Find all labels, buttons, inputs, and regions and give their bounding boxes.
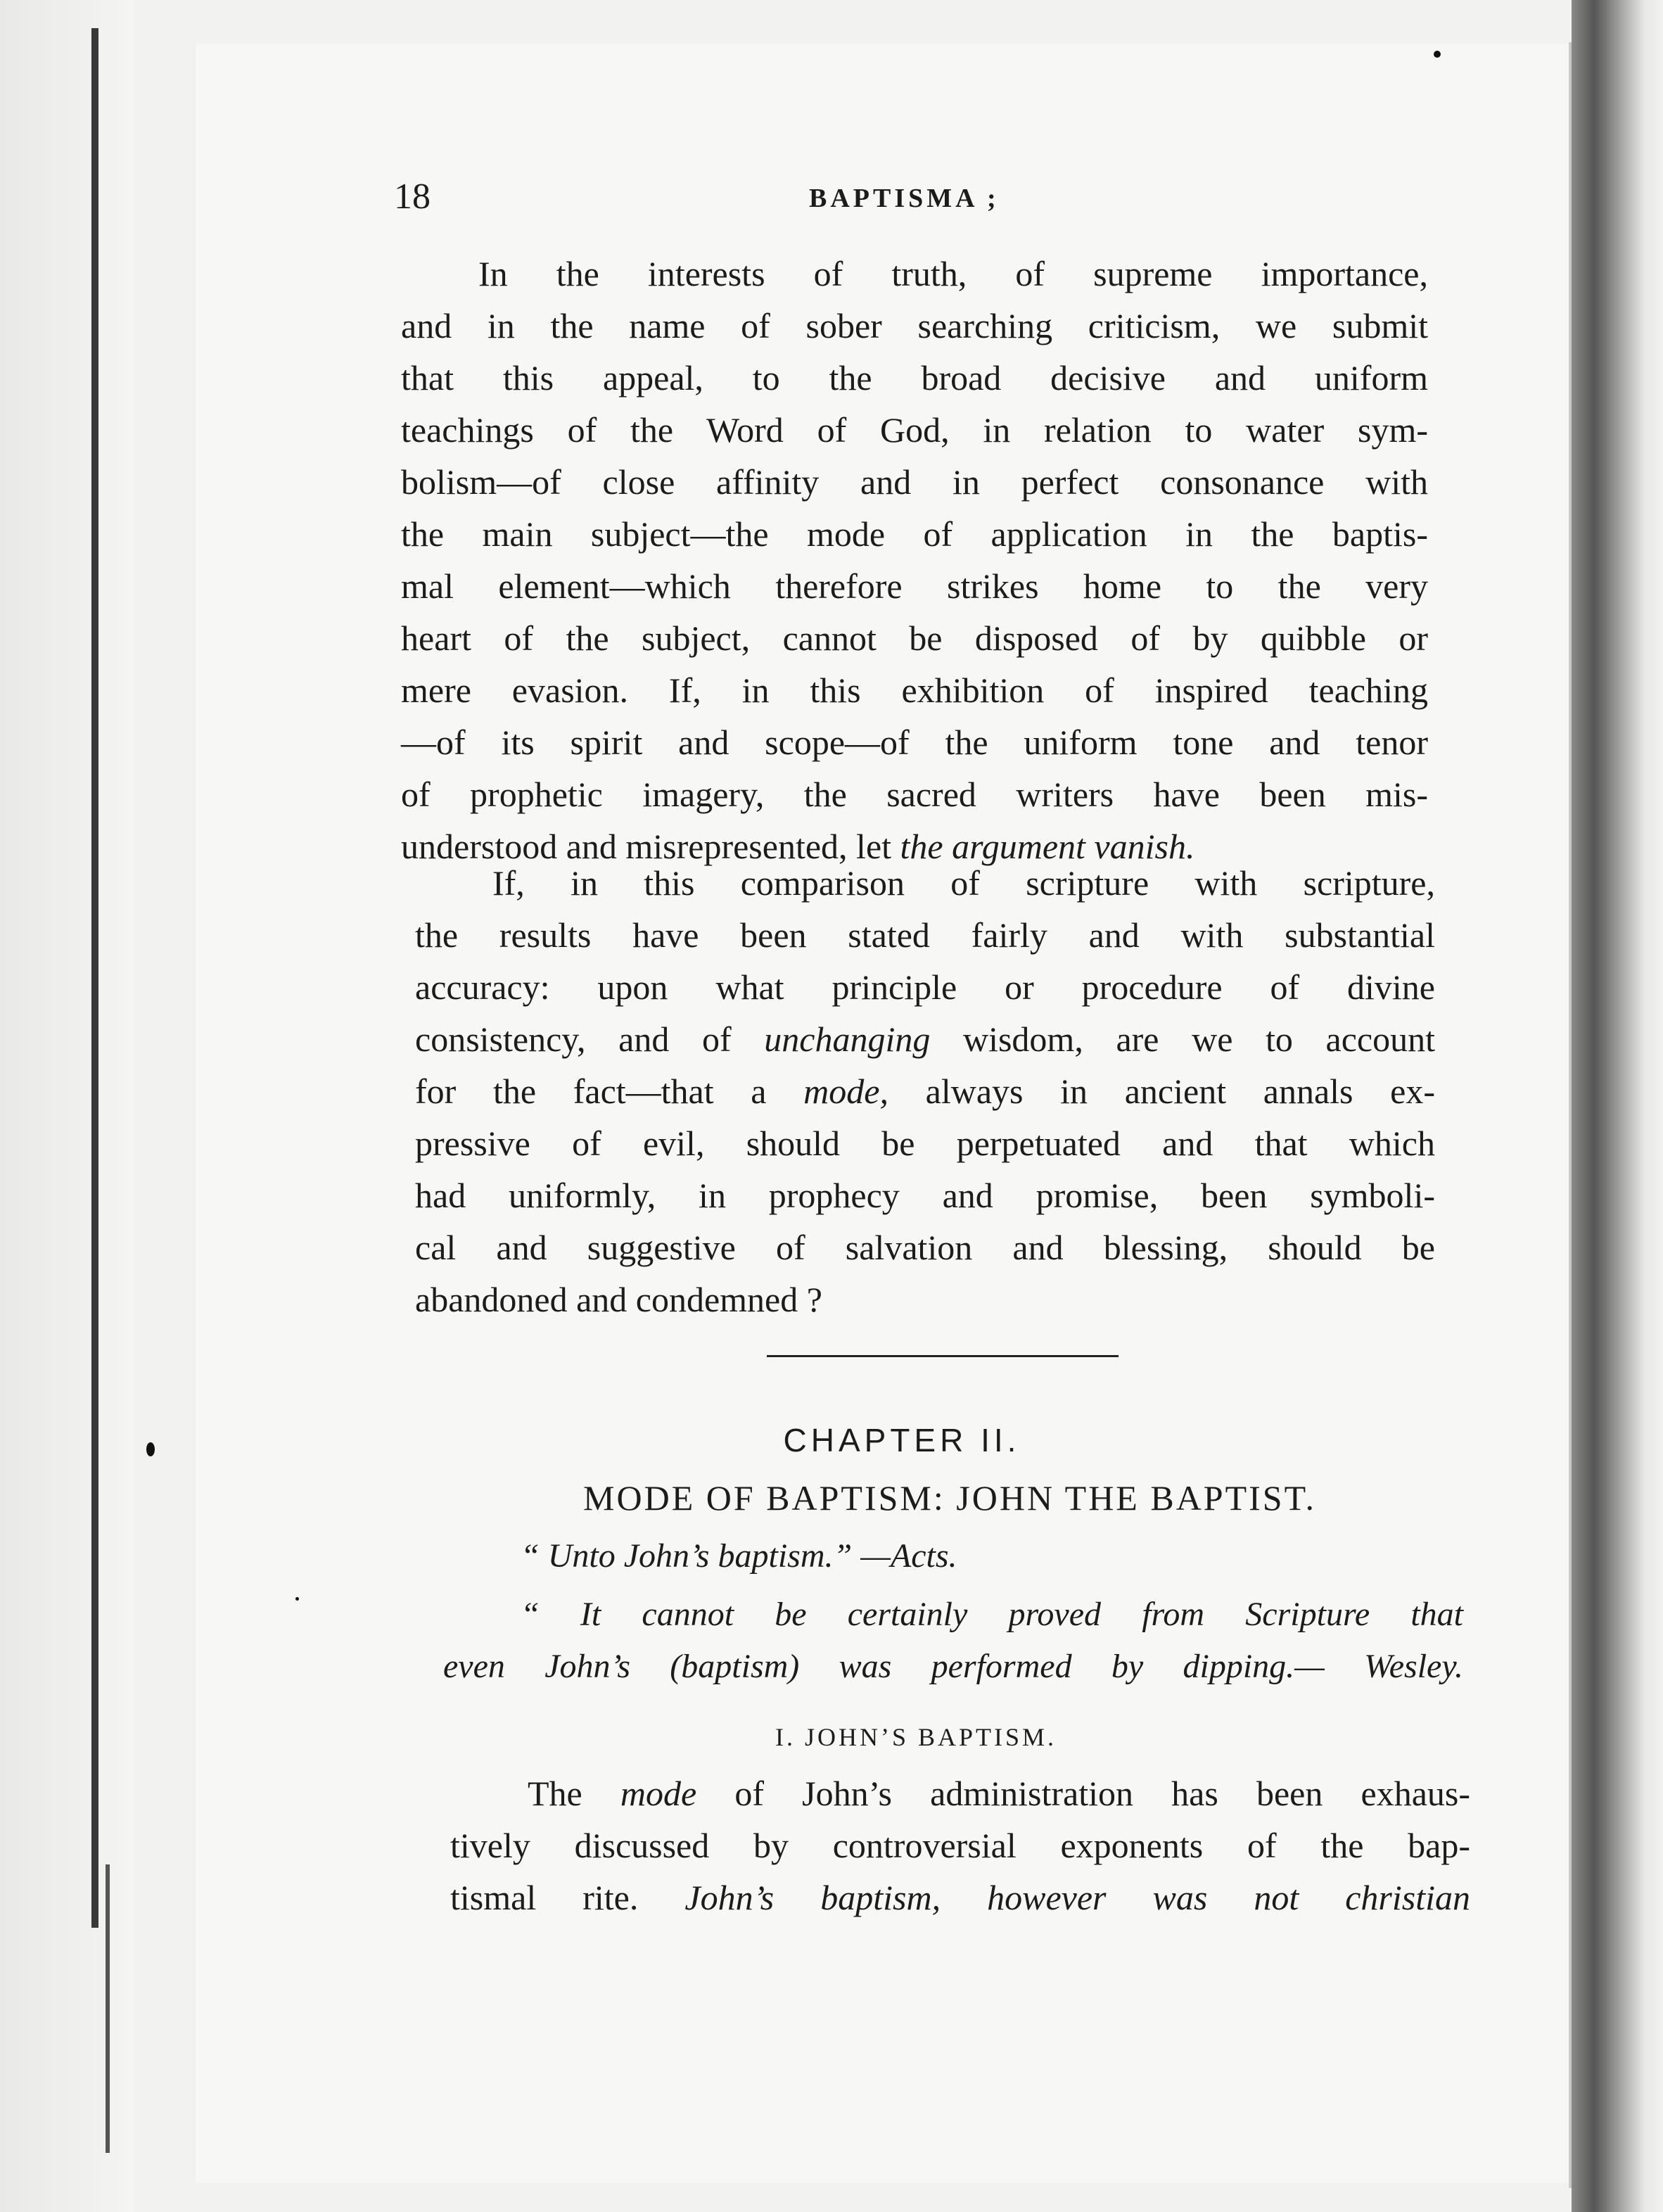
text-line: heart of the subject, cannot be disposed of by quibble or bbox=[401, 618, 1428, 658]
text-line: the main subject—the mode of application in the baptis- bbox=[401, 514, 1428, 554]
text-run: wisdom, are we to account bbox=[930, 1019, 1436, 1059]
text-run: understood and misrepresented, let bbox=[401, 827, 900, 866]
text-line: mal element—which therefore strikes home to the very bbox=[401, 566, 1428, 606]
italic-run: the argument vanish. bbox=[900, 827, 1195, 866]
text-line: pressive of evil, should be perpetuated and that which bbox=[415, 1124, 1435, 1163]
text-line: abandoned and condemned ? bbox=[415, 1280, 822, 1319]
scan-left-margin bbox=[0, 0, 134, 2212]
text-line: had uniformly, in prophecy and promise, been symboli- bbox=[415, 1176, 1435, 1215]
text-line: In the interests of truth, of supreme importance, bbox=[478, 254, 1428, 293]
text-line: that this appeal, to the broad decisive and uniform bbox=[401, 358, 1428, 398]
text-run: The bbox=[528, 1774, 620, 1813]
text-line: accuracy: upon what principle or procedure of divine bbox=[415, 967, 1435, 1007]
text-run: of John’s administration has been exhaus- bbox=[696, 1774, 1470, 1813]
text-run: consistency, and of bbox=[415, 1019, 765, 1059]
text-line: of prophetic imagery, the sacred writers have been mis- bbox=[401, 775, 1428, 814]
scan-speck bbox=[1434, 51, 1441, 58]
section-heading: I. JOHN’S BAPTISM. bbox=[775, 1723, 1057, 1751]
text-line bbox=[415, 1065, 1435, 1117]
text-line bbox=[415, 1013, 1435, 1065]
text-line bbox=[450, 1871, 1470, 1924]
page-edge-line bbox=[91, 28, 98, 1928]
text-line: and in the name of sober searching criticism, we submit bbox=[401, 306, 1428, 345]
text-line: “ It cannot be certainly proved from Scripture that bbox=[521, 1596, 1463, 1633]
scan-speck bbox=[295, 1597, 299, 1601]
text-run: for the fact—that a bbox=[415, 1072, 804, 1111]
text-run: always in ancient annals ex- bbox=[888, 1072, 1436, 1111]
text-line bbox=[450, 1767, 1470, 1819]
text-line: If, in this comparison of scripture with scripture, bbox=[492, 863, 1435, 903]
italic-run: mode, bbox=[803, 1072, 888, 1111]
text-line: the results have been stated fairly and with substantial bbox=[415, 915, 1435, 955]
page-number: 18 bbox=[394, 177, 431, 217]
text-line: cal and suggestive of salvation and blessing, should be bbox=[415, 1228, 1435, 1267]
paragraph-2 bbox=[415, 857, 1435, 1326]
section-divider bbox=[767, 1355, 1119, 1357]
epigraph-wesley bbox=[443, 1589, 1463, 1693]
paragraph-3 bbox=[450, 1767, 1470, 1924]
text-line: tively discussed by controversial exponents of the bap- bbox=[450, 1826, 1470, 1865]
running-title: BAPTISMA ; bbox=[809, 184, 1000, 213]
text-line: teachings of the Word of God, in relation to water sym- bbox=[401, 410, 1428, 450]
italic-run: unchanging bbox=[764, 1019, 931, 1059]
chapter-title: CHAPTER II. bbox=[783, 1422, 1021, 1458]
text-run: tismal rite. bbox=[450, 1878, 685, 1917]
italic-run: John’s baptism, however was not christian bbox=[684, 1878, 1471, 1917]
italic-run: mode bbox=[620, 1774, 697, 1813]
text-line: mere evasion. If, in this exhibition of inspired teaching bbox=[401, 670, 1428, 710]
text-line: bolism—of close affinity and in perfect consonance with bbox=[401, 462, 1428, 502]
epigraph-acts: “ Unto John’s baptism.” —Acts. bbox=[521, 1537, 957, 1575]
paragraph-1 bbox=[401, 248, 1428, 872]
book-spine bbox=[1572, 0, 1663, 2212]
text-line: —of its spirit and scope—of the uniform tone and tenor bbox=[401, 723, 1428, 762]
chapter-heading: MODE OF BAPTISM: JOHN THE BAPTIST. bbox=[583, 1478, 1316, 1518]
text-line: even John’s (baptism) was performed by dipping.— Wesley. bbox=[443, 1648, 1463, 1685]
page-edge-line bbox=[106, 1864, 110, 2153]
scan-speck bbox=[146, 1442, 155, 1456]
